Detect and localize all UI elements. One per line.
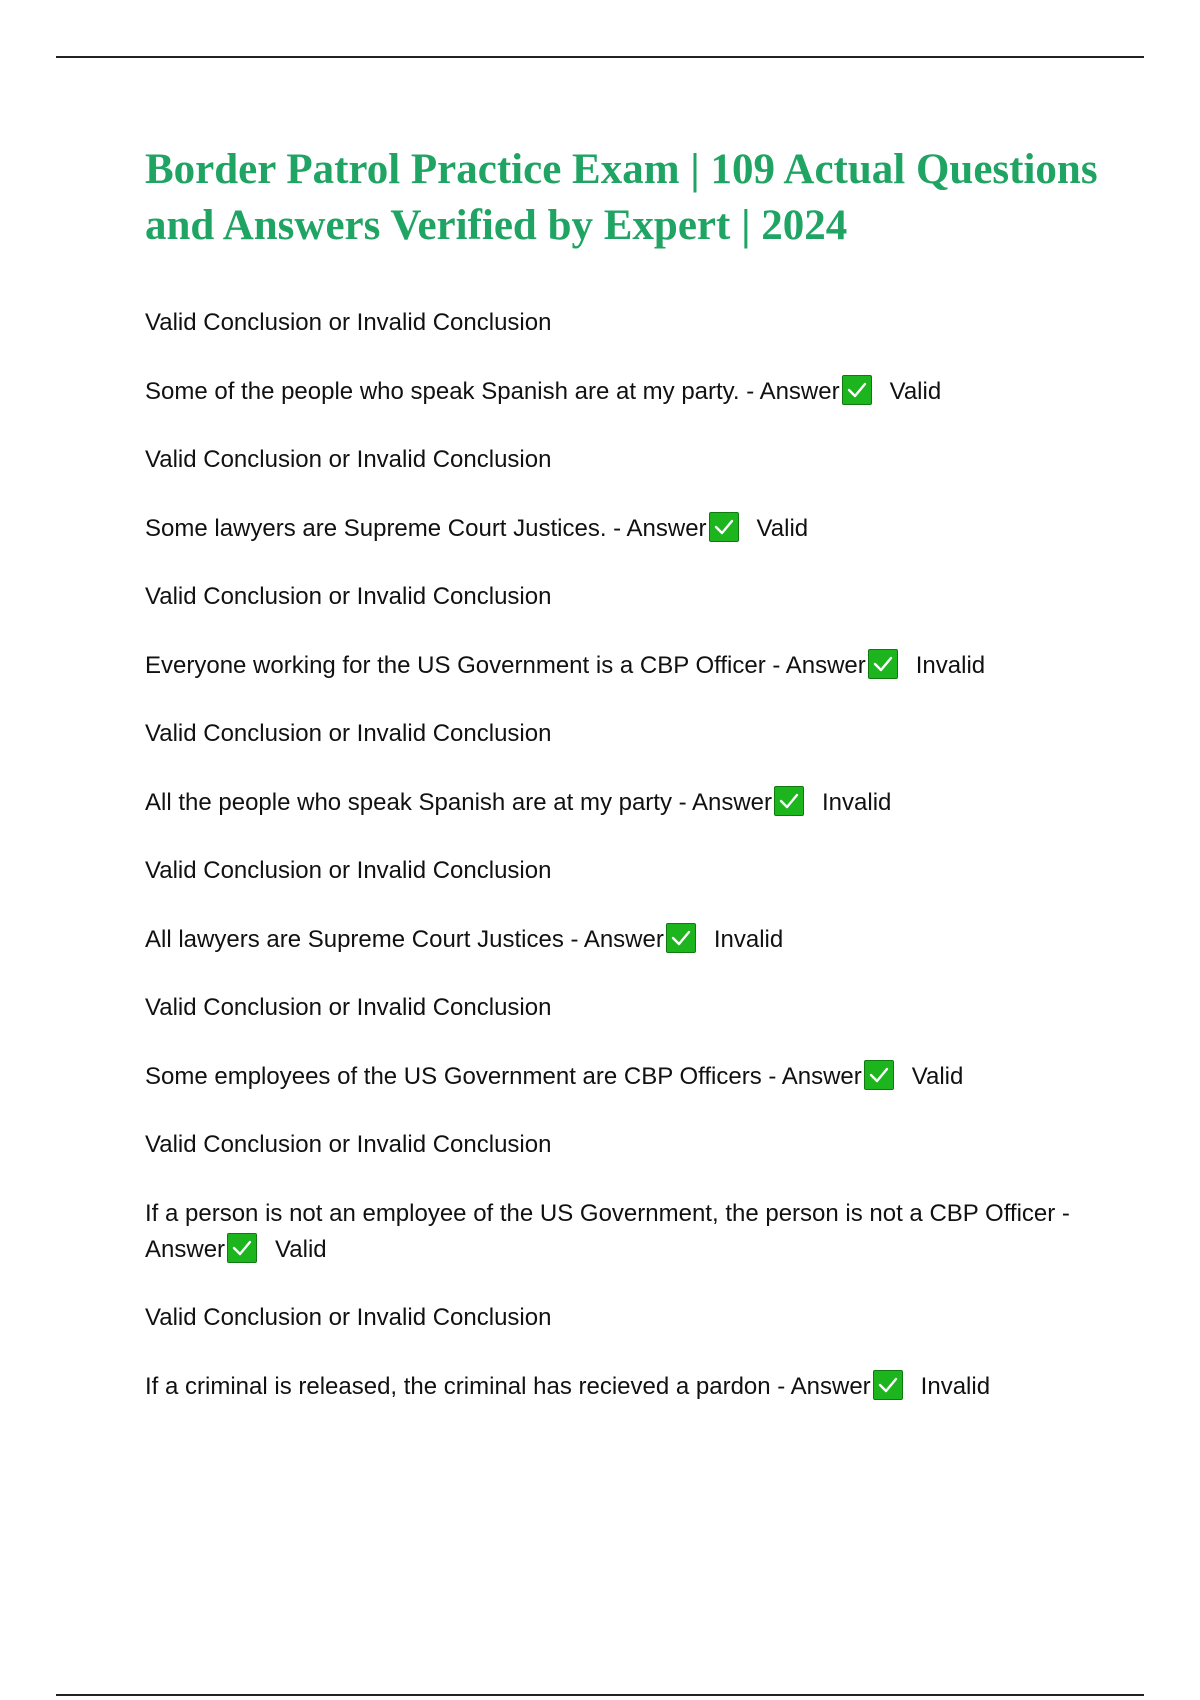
question-text: Everyone working for the US Government is a CBP Officer - — [145, 652, 781, 679]
check-icon — [774, 786, 804, 816]
answer-label: Answer — [626, 515, 707, 542]
answer-value: Invalid — [915, 652, 986, 679]
qa-prompt: Valid Conclusion or Invalid Conclusion — [145, 583, 552, 610]
page-title: Border Patrol Practice Exam | 109 Actual Questions and Answers Verified by Expert | 2024 — [145, 146, 1098, 249]
qa-question — [145, 1196, 1105, 1268]
check-icon — [666, 923, 696, 953]
check-icon — [873, 1370, 903, 1400]
answer-value: Invalid — [713, 926, 784, 953]
qa-question — [145, 785, 1105, 821]
qa-item — [145, 990, 1105, 1095]
qa-prompt: Valid Conclusion or Invalid Conclusion — [145, 857, 552, 884]
question-text: Some of the people who speak Spanish are at my party. - — [145, 378, 755, 405]
qa-question — [145, 648, 1105, 684]
qa-item — [145, 579, 1105, 684]
answer-label: Answer — [785, 652, 866, 679]
qa-prompt: Valid Conclusion or Invalid Conclusion — [145, 994, 552, 1021]
answer-value: Valid — [275, 1236, 327, 1263]
qa-question — [145, 511, 1105, 547]
question-text: Some lawyers are Supreme Court Justices. - — [145, 515, 622, 542]
answer-value: Valid — [911, 1063, 964, 1090]
answer-label: Answer — [145, 1236, 226, 1263]
question-text: If a person is not an employee of the US Government, the person is not a CBP Officer - — [145, 1200, 1070, 1227]
answer-label: Answer — [583, 926, 664, 953]
qa-item — [145, 1127, 1105, 1268]
answer-value: Invalid — [920, 1373, 991, 1400]
qa-item — [145, 853, 1105, 958]
check-icon — [864, 1060, 894, 1090]
qa-prompt: Valid Conclusion or Invalid Conclusion — [145, 446, 552, 473]
check-icon — [868, 649, 898, 679]
qa-item — [145, 305, 1105, 410]
question-text: Some employees of the US Government are CBP Officers - — [145, 1063, 777, 1090]
qa-prompt: Valid Conclusion or Invalid Conclusion — [145, 309, 552, 336]
qa-question — [145, 1059, 1105, 1095]
qa-question — [145, 374, 1105, 410]
answer-value: Invalid — [822, 789, 892, 816]
qa-list — [145, 305, 1105, 1405]
answer-value: Valid — [889, 378, 942, 405]
answer-label: Answer — [759, 378, 840, 405]
check-icon — [227, 1233, 257, 1263]
answer-label: Answer — [790, 1373, 871, 1400]
answer-label: Answer — [781, 1063, 862, 1090]
bottom-rule — [56, 1694, 1144, 1696]
question-text: If a criminal is released, the criminal has recieved a pardon - — [145, 1373, 786, 1400]
qa-item — [145, 442, 1105, 547]
question-text: All lawyers are Supreme Court Justices - — [145, 926, 579, 953]
check-icon — [842, 375, 872, 405]
qa-prompt: Valid Conclusion or Invalid Conclusion — [145, 1304, 552, 1331]
qa-item — [145, 1300, 1105, 1405]
qa-question — [145, 922, 1105, 958]
top-rule — [56, 56, 1144, 58]
qa-item — [145, 716, 1105, 821]
check-icon — [709, 512, 739, 542]
qa-prompt: Valid Conclusion or Invalid Conclusion — [145, 720, 552, 747]
qa-question — [145, 1369, 1105, 1405]
question-text: All the people who speak Spanish are at my party - — [145, 789, 687, 816]
answer-value: Valid — [756, 515, 809, 542]
qa-prompt: Valid Conclusion or Invalid Conclusion — [145, 1131, 552, 1158]
answer-label: Answer — [691, 789, 773, 816]
